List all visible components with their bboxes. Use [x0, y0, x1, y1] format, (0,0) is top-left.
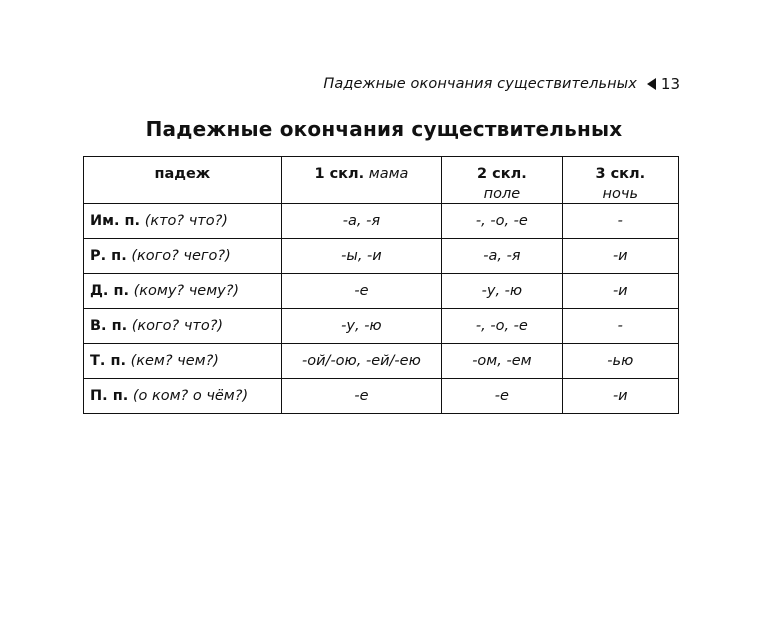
ending-cell: -ой/-ою, -ей/-ею	[281, 344, 442, 379]
ending-cell: -, -о, -е	[442, 204, 562, 239]
table-header-row	[84, 157, 679, 204]
table-row	[84, 239, 679, 274]
case-question: (кому? чему?)	[133, 283, 240, 299]
table-row	[84, 379, 679, 414]
column-header-label: падеж	[154, 166, 211, 182]
ending-cell: -и	[562, 379, 678, 414]
table-row	[84, 344, 679, 379]
case-question: (кто? что?)	[144, 213, 228, 229]
case-name: В. п.	[90, 318, 128, 334]
table-row	[84, 204, 679, 239]
case-cell	[84, 274, 282, 309]
case-cell	[84, 309, 282, 344]
column-header-label: 2 скл.	[477, 166, 527, 182]
page-title: Падежные окончания существительных	[145, 117, 623, 141]
case-question: (кем? чем?)	[130, 353, 219, 369]
column-header-label: 3 скл.	[595, 166, 646, 182]
column-header-declension-2	[442, 157, 562, 204]
ending-cell: -ью	[562, 344, 678, 379]
column-header-example: ночь	[602, 186, 639, 202]
case-cell	[84, 344, 282, 379]
ending-cell: -а, -я	[281, 204, 442, 239]
column-header-label: 1 скл.	[314, 166, 365, 182]
ending-cell: -, -о, -е	[442, 309, 562, 344]
column-header-case	[84, 157, 282, 204]
case-name: Р. п.	[90, 248, 127, 264]
ending-cell: -и	[562, 239, 678, 274]
table-row	[84, 309, 679, 344]
case-question: (кого? чего?)	[131, 248, 231, 264]
ending-cell: -	[562, 309, 678, 344]
page-number: 13	[660, 75, 680, 93]
column-header-example: мама	[368, 166, 409, 182]
case-question: (кого? что?)	[131, 318, 224, 334]
ending-cell: -ы, -и	[281, 239, 442, 274]
table-row	[84, 274, 679, 309]
ending-cell: -у, -ю	[281, 309, 442, 344]
case-name: Т. п.	[90, 353, 126, 369]
column-header-declension-3	[562, 157, 678, 204]
ending-cell: -у, -ю	[442, 274, 562, 309]
case-cell	[84, 204, 282, 239]
column-header-declension-1	[281, 157, 442, 204]
ending-cell: -	[562, 204, 678, 239]
column-header-example: поле	[483, 186, 521, 202]
running-title: Падежные окончания существительных	[323, 76, 637, 92]
case-name: Им. п.	[90, 213, 141, 229]
ending-cell: -е	[442, 379, 562, 414]
page-arrow-icon	[647, 78, 656, 90]
case-cell	[84, 379, 282, 414]
ending-cell: -ом, -ем	[442, 344, 562, 379]
case-question: (о ком? о чём?)	[132, 388, 249, 404]
case-cell	[84, 239, 282, 274]
case-name: Д. п.	[90, 283, 129, 299]
ending-cell: -а, -я	[442, 239, 562, 274]
ending-cell: -е	[281, 379, 442, 414]
case-name: П. п.	[90, 388, 129, 404]
ending-cell: -и	[562, 274, 678, 309]
ending-cell: -е	[281, 274, 442, 309]
case-endings-table	[83, 156, 679, 414]
running-header	[323, 73, 680, 95]
